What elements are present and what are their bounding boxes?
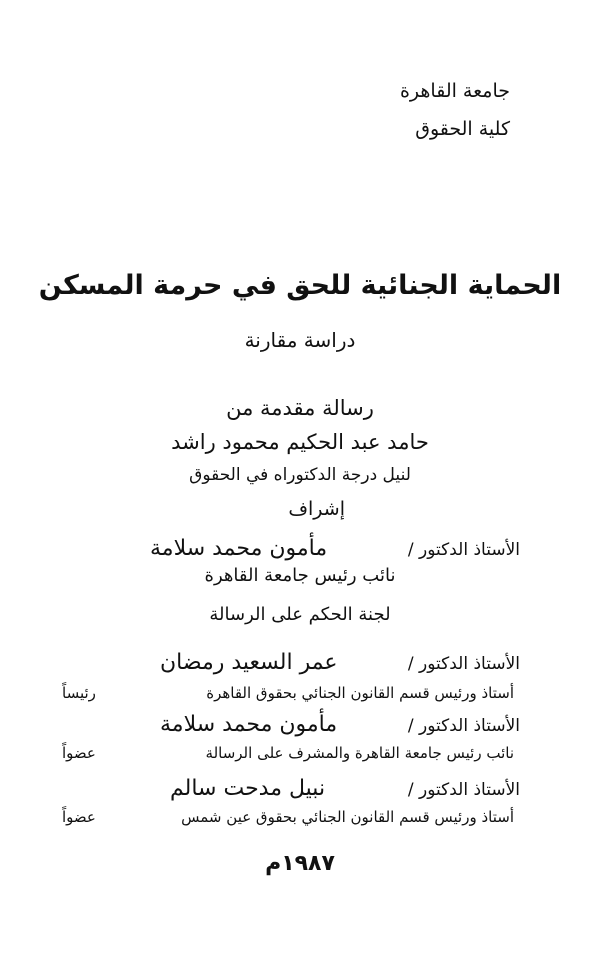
committee-heading: لجنة الحكم على الرسالة: [209, 604, 391, 625]
committee-member-3-details: [62, 808, 514, 826]
supervisor-title: الأستاذ الدكتور /: [407, 540, 520, 560]
member-status: رئيساً: [62, 684, 96, 702]
thesis-subtitle: دراسة مقارنة: [244, 328, 356, 352]
thesis-title: الحماية الجنائية للحق في حرمة المسكن: [38, 270, 562, 301]
member-name: عمر السعيد رمضان: [160, 650, 338, 675]
author-name: حامد عبد الحكيم محمود راشد: [171, 430, 429, 454]
committee-member-1-details: [62, 684, 514, 702]
member-description: أستاذ ورئيس قسم القانون الجنائي بحقوق عين شمس: [181, 808, 514, 826]
committee-member-2-details: [62, 744, 514, 762]
supervisor-name: مأمون محمد سلامة: [150, 536, 328, 561]
supervisor-row: [150, 536, 520, 561]
member-status: عضواً: [62, 808, 96, 826]
submission-line: رسالة مقدمة من: [226, 396, 374, 420]
member-name: مأمون محمد سلامة: [160, 712, 338, 737]
university-name: جامعة القاهرة: [399, 80, 510, 102]
committee-member-1: [160, 650, 520, 675]
faculty-name: كلية الحقوق: [415, 118, 510, 140]
degree-line: لنيل درجة الدكتوراه في الحقوق: [189, 465, 411, 485]
member-title: الأستاذ الدكتور /: [407, 780, 520, 800]
year: ١٩٨٧م: [265, 851, 335, 876]
member-title: الأستاذ الدكتور /: [407, 654, 520, 674]
committee-member-2: [160, 712, 520, 737]
supervision-heading: إشراف: [288, 498, 345, 520]
member-description: أستاذ ورئيس قسم القانون الجنائي بحقوق القاهرة: [206, 684, 514, 702]
member-description: نائب رئيس جامعة القاهرة والمشرف على الرسالة: [205, 744, 514, 762]
committee-member-3: [170, 776, 520, 801]
supervisor-position: نائب رئيس جامعة القاهرة: [204, 565, 396, 586]
member-name: نبيل مدحت سالم: [170, 776, 326, 801]
member-status: عضواً: [62, 744, 96, 762]
member-title: الأستاذ الدكتور /: [407, 716, 520, 736]
